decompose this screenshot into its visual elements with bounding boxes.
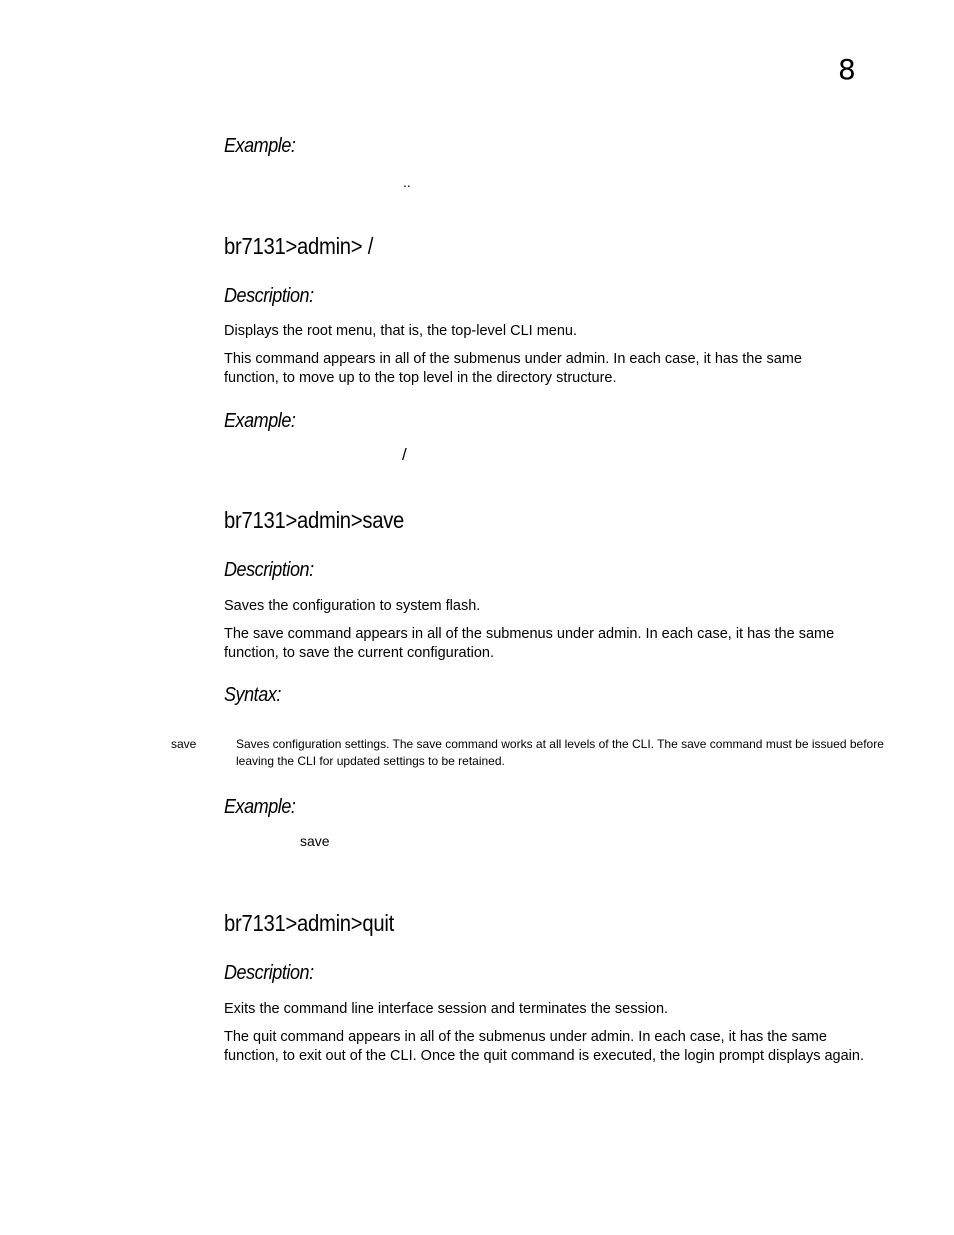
section-heading-quit: br7131>admin>quit: [224, 910, 394, 936]
example-label: Example:: [224, 410, 296, 432]
example-label: Example:: [224, 135, 296, 157]
description-text: This command appears in all of the submenus under admin. In each case, it has the same function, to move up to the top level in the directory structure.: [224, 351, 802, 386]
example-code: ..: [403, 174, 411, 190]
section-heading-save: br7131>admin>save: [224, 507, 405, 533]
description-text: The quit command appears in all of the submenus under admin. In each case, it has the same function, to exit out of the CLI. Once the quit command is executed, the login prompt displays again.: [224, 1029, 864, 1064]
section-heading-root: br7131>admin> /: [224, 233, 374, 259]
example-label: Example:: [224, 796, 296, 818]
syntax-description: Saves configuration settings. The save command works at all levels of the CLI. The save command must be issued before leaving the CLI for updated settings to be retained.: [236, 737, 884, 768]
description-text: Saves the configuration to system flash.: [224, 598, 481, 614]
chapter-number: 8: [838, 53, 856, 86]
example-code: save: [300, 833, 330, 849]
description-text: The save command appears in all of the submenus under admin. In each case, it has the same function, to save the current configuration.: [224, 626, 835, 661]
description-label: Description:: [224, 962, 314, 984]
description-text: Exits the command line interface session and terminates the session.: [224, 1001, 669, 1017]
description-label: Description:: [224, 559, 314, 581]
syntax-label: Syntax:: [224, 684, 281, 706]
description-label: Description:: [224, 285, 314, 307]
description-text: Displays the root menu, that is, the top-level CLI menu.: [224, 323, 578, 339]
example-code: /: [402, 445, 407, 464]
syntax-term: save: [171, 737, 197, 751]
